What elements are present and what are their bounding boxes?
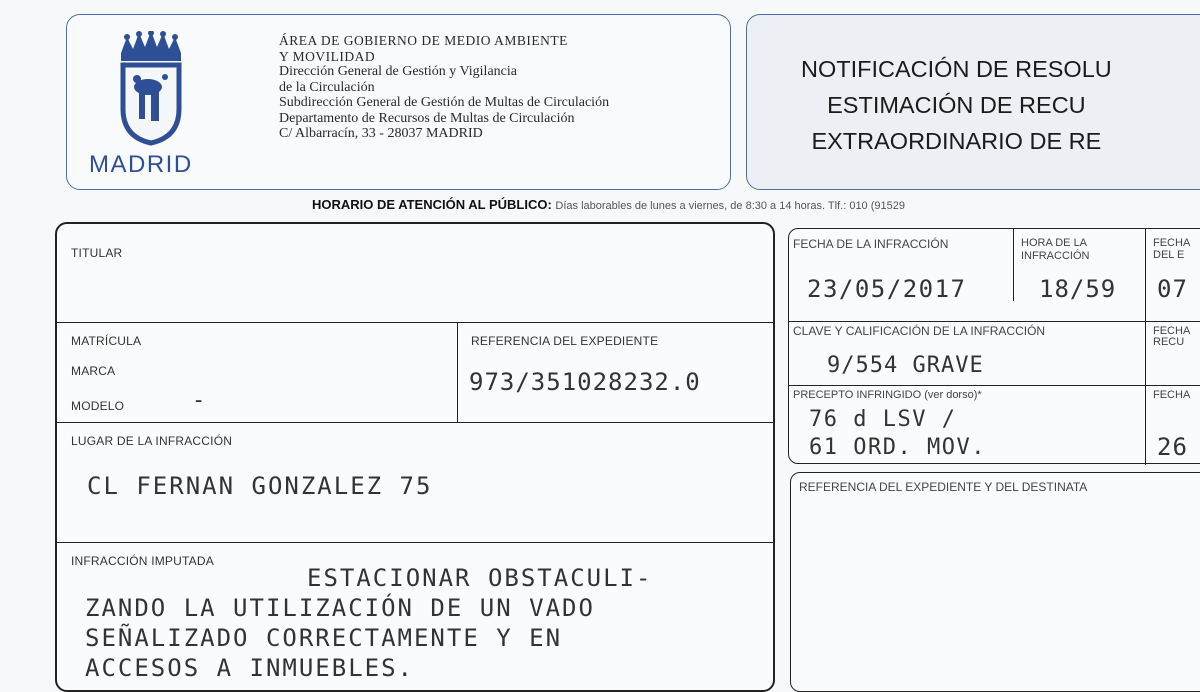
offense-line: ESTACIONAR OBSTACULI- [307,564,653,592]
date2-value: 07 [1157,275,1188,303]
date-label: FECHA DE LA INFRACCIÓN [793,237,949,251]
header-letterhead [66,14,731,190]
date4-value: 26 [1157,433,1188,461]
divider [789,385,1200,386]
document-title [801,51,1112,159]
public-hours [312,197,905,212]
time-label: HORA DE LA [1021,237,1088,249]
reference-value: 973/351028232.0 [469,368,701,396]
dept-line: Departamento de Recursos de Multas de Circulación [279,110,575,126]
offense-line: ZANDO LA UTILIZACIÓN DE UN VADO [85,594,595,622]
dept-line: C/ Albarracín, 33 - 28037 MADRID [279,126,483,141]
divider [1145,229,1146,465]
reference-label: REFERENCIA DEL EXPEDIENTE [471,334,659,348]
dept-line: de la Circulación [279,79,375,95]
precept-line: 61 ORD. MOV. [809,435,986,460]
date4-label: FECHA [1153,389,1191,401]
location-label: LUGAR DE LA INFRACCIÓN [71,434,233,448]
matricula-label: MATRÍCULA [71,334,142,348]
modelo-value: - [192,388,206,413]
madrid-coat-of-arms-icon [115,31,187,146]
document-title-box [746,14,1200,190]
dept-line: Dirección General de Gestión y Vigilancia [279,64,517,79]
divider [457,322,458,422]
infraction-info-table [788,228,1200,464]
recipient-label: REFERENCIA DEL EXPEDIENTE Y DEL DESTINATA [799,480,1088,494]
time-value: 18/59 [1039,275,1117,303]
date3-label: FECHA [1153,325,1191,337]
precept-line: 76 d LSV / [809,407,957,432]
location-value: CL FERNAN GONZALEZ 75 [87,472,433,500]
date2-label: DEL E [1153,249,1185,261]
date2-label: FECHA [1153,237,1191,249]
date-value: 23/05/2017 [807,275,967,303]
divider [789,321,1200,322]
department-address [279,33,609,142]
fine-details-form [55,222,775,692]
title-line: ESTIMACIÓN DE RECU [827,92,1086,118]
modelo-label: MODELO [71,399,125,413]
code-label: CLAVE Y CALIFICACIÓN DE LA INFRACCIÓN [793,324,1046,338]
hours-text: Días laborables de lunes a viernes, de 8:30 a 14 horas. Tlf.: 010 (91529 [555,200,905,212]
dept-line: ÁREA DE GOBIERNO DE MEDIO AMBIENTE [279,33,568,48]
code-value: 9/554 GRAVE [827,353,984,378]
title-line: NOTIFICACIÓN DE RESOLU [801,56,1112,82]
city-wordmark: MADRID [89,151,193,178]
divider [57,542,775,543]
divider [57,422,775,423]
hours-label: HORARIO DE ATENCIÓN AL PÚBLICO: [312,197,552,212]
offense-line: SEÑALIZADO CORRECTAMENTE Y EN [85,624,563,652]
recipient-box [790,472,1200,692]
marca-label: MARCA [71,364,116,378]
offense-label: INFRACCIÓN IMPUTADA [71,554,214,568]
dept-line: Subdirección General de Gestión de Multas de Circulación [279,95,610,110]
divider [1013,229,1014,301]
dept-line: Y MOVILIDAD [279,48,376,64]
divider [57,322,775,323]
precept-label: PRECEPTO INFRINGIDO (ver dorso)* [793,389,982,401]
date3-label: RECU [1153,336,1185,348]
offense-line: ACCESOS A INMUEBLES. [85,654,414,682]
titular-label: TITULAR [71,246,123,260]
title-line: EXTRAORDINARIO DE RE [811,128,1102,154]
time-label: INFRACCIÓN [1021,250,1090,262]
